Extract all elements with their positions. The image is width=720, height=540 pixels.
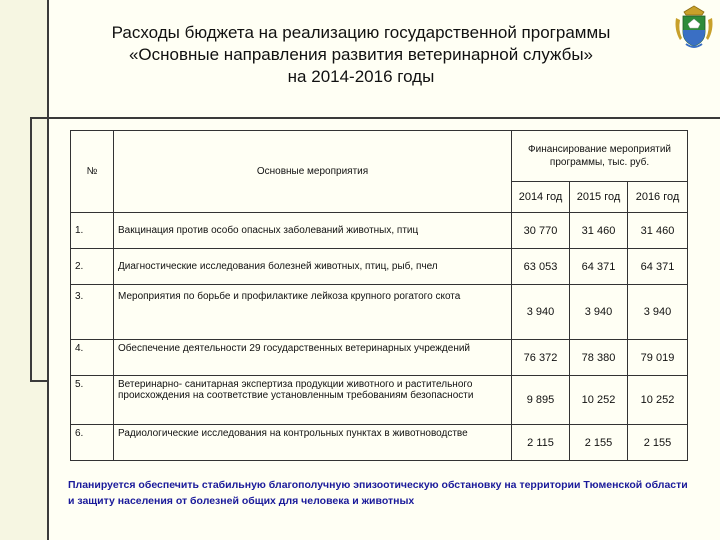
- header-activity: Основные мероприятия: [114, 131, 512, 213]
- header-year-2014: 2014 год: [512, 182, 570, 213]
- row-value-2014: 2 115: [512, 425, 570, 461]
- row-number: 3.: [71, 285, 114, 340]
- header-number: №: [71, 131, 114, 213]
- budget-table: [70, 130, 688, 461]
- row-activity: Вакцинация против особо опасных заболеваний животных, птиц: [114, 213, 512, 249]
- row-value-2016: 79 019: [628, 340, 688, 376]
- header-year-2016: 2016 год: [628, 182, 688, 213]
- table-header-row: [71, 131, 688, 182]
- row-value-2016: 2 155: [628, 425, 688, 461]
- table-row: [71, 249, 688, 285]
- row-activity: Ветеринарно- санитарная экспертиза продукции животного и растительного происхождения на соответствие установленным требованиям безопасности: [114, 376, 512, 425]
- row-activity: Мероприятия по борьбе и профилактике лейкоза крупного рогатого скота: [114, 285, 512, 340]
- row-value-2016: 10 252: [628, 376, 688, 425]
- row-value-2016: 64 371: [628, 249, 688, 285]
- coat-of-arms-icon: [672, 4, 716, 50]
- row-number: 2.: [71, 249, 114, 285]
- row-number: 5.: [71, 376, 114, 425]
- title-line-3: на 2014-2016 годы: [287, 67, 435, 86]
- row-number: 6.: [71, 425, 114, 461]
- row-value-2015: 10 252: [570, 376, 628, 425]
- table-row: [71, 340, 688, 376]
- row-activity: Диагностические исследования болезней животных, птиц, рыб, пчел: [114, 249, 512, 285]
- row-number: 1.: [71, 213, 114, 249]
- row-value-2015: 3 940: [570, 285, 628, 340]
- row-value-2016: 31 460: [628, 213, 688, 249]
- table-row: [71, 285, 688, 340]
- page-title: [55, 22, 667, 88]
- row-value-2014: 9 895: [512, 376, 570, 425]
- decor-short-line: [30, 380, 48, 382]
- row-value-2014: 76 372: [512, 340, 570, 376]
- table-row: [71, 213, 688, 249]
- decor-vertical-line: [47, 0, 49, 540]
- table-row: [71, 376, 688, 425]
- row-activity: Обеспечение деятельности 29 государственных ветеринарных учреждений: [114, 340, 512, 376]
- title-line-1: Расходы бюджета на реализацию государственной программы: [111, 23, 611, 42]
- decor-horizontal-line: [30, 117, 720, 119]
- header-year-2015: 2015 год: [570, 182, 628, 213]
- row-value-2016: 3 940: [628, 285, 688, 340]
- left-decor-band: [0, 0, 47, 540]
- row-number: 4.: [71, 340, 114, 376]
- row-activity: Радиологические исследования на контрольных пунктах в животноводстве: [114, 425, 512, 461]
- title-line-2: «Основные направления развития ветеринарной службы»: [128, 45, 594, 64]
- table-row: [71, 425, 688, 461]
- row-value-2014: 30 770: [512, 213, 570, 249]
- row-value-2015: 31 460: [570, 213, 628, 249]
- row-value-2015: 2 155: [570, 425, 628, 461]
- header-financing: Финансирование мероприятий программы, тыс. руб.: [512, 131, 688, 182]
- row-value-2015: 64 371: [570, 249, 628, 285]
- footer-note: Планируется обеспечить стабильную благополучную эпизоотическую обстановку на территории Тюменской области и защиту населения от болезней общих для человека и животных: [68, 479, 688, 507]
- row-value-2014: 3 940: [512, 285, 570, 340]
- decor-vertical-line-left: [30, 118, 32, 380]
- row-value-2014: 63 053: [512, 249, 570, 285]
- row-value-2015: 78 380: [570, 340, 628, 376]
